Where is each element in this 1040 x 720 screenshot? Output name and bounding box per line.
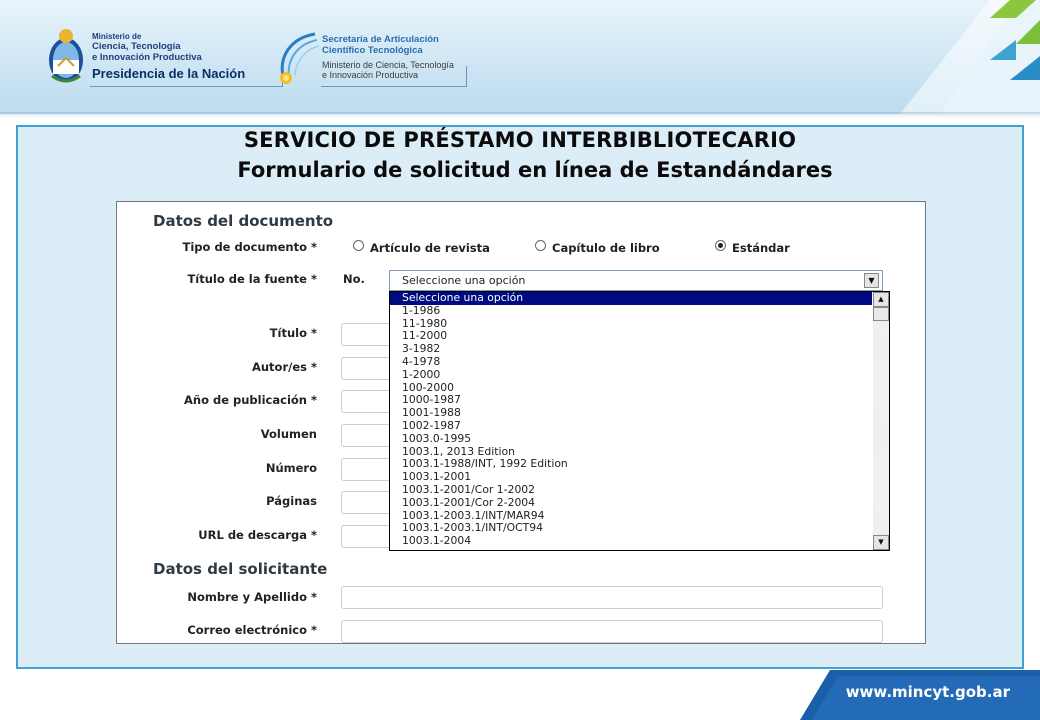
dropdown-option[interactable]: 100-2000 <box>402 380 454 394</box>
argentina-seal-icon <box>46 26 86 86</box>
radio-estandar[interactable] <box>715 240 790 255</box>
header-banner <box>0 0 1040 114</box>
logo-line: Científico Tecnológica <box>322 45 423 56</box>
dropdown-list[interactable] <box>389 291 890 551</box>
no-label: No. <box>343 272 365 286</box>
radio-capitulo[interactable] <box>535 240 660 255</box>
header-shadow <box>0 112 1040 118</box>
dropdown-arrow-icon[interactable]: ▼ <box>864 273 879 288</box>
titulo-label: Título * <box>269 326 317 340</box>
radio-circle-icon <box>535 240 546 251</box>
correo-label: Correo electrónico * <box>187 623 317 637</box>
ministerio-logo <box>46 26 246 92</box>
dropdown-option[interactable]: Seleccione una opción <box>390 292 872 305</box>
numero-label: Número <box>265 461 317 475</box>
section-heading-solicitante: Datos del solicitante <box>153 560 328 578</box>
correo-input[interactable] <box>341 620 883 643</box>
logo-line: Ministerio de <box>92 32 142 41</box>
secretaria-logo <box>275 30 475 92</box>
url-label: URL de descarga * <box>198 528 317 542</box>
logo-line: Presidencia de la Nación <box>92 66 246 81</box>
logo-underline <box>90 86 282 87</box>
dropdown-option[interactable]: 1003.1-2003.1/INT/MAR94 <box>402 508 545 522</box>
dropdown-option[interactable]: 11-2000 <box>402 329 448 343</box>
page-title: SERVICIO DE PRÉSTAMO INTERBIBLIOTECARIO <box>243 128 797 152</box>
logo-line: Secretaría de Articulación <box>322 34 439 45</box>
radio-label: Estándar <box>732 241 790 255</box>
dropdown-option[interactable]: 1003.1, 2013 Edition <box>402 444 515 458</box>
dropdown-option[interactable]: 1003.1-2004 <box>402 534 472 548</box>
section-heading-documento: Datos del documento <box>153 212 334 230</box>
volumen-label: Volumen <box>260 427 317 441</box>
dropdown-scrollbar[interactable] <box>873 292 889 550</box>
dropdown-option[interactable]: 1003.0-1995 <box>402 431 472 445</box>
radio-articulo[interactable] <box>353 240 490 255</box>
form-panel <box>116 201 926 644</box>
standard-select[interactable] <box>389 270 883 291</box>
logo-divider <box>466 66 467 87</box>
logo-line: e Innovación Productiva <box>322 70 419 80</box>
logo-underline <box>321 86 467 87</box>
swirl-logo-icon <box>275 30 321 86</box>
dropdown-option[interactable]: 4-1978 <box>402 354 441 368</box>
dropdown-option[interactable]: 1002-1987 <box>402 418 461 432</box>
radio-checked-icon <box>715 240 726 251</box>
anio-label: Año de publicación * <box>183 393 317 407</box>
dropdown-option[interactable]: 1003.1-2001 <box>402 470 472 484</box>
dropdown-option[interactable]: 1-2000 <box>402 367 441 381</box>
radio-label: Artículo de revista <box>370 241 490 255</box>
select-value: Seleccione una opción <box>402 274 526 287</box>
dropdown-option[interactable]: 1003.1-2001/Cor 1-2002 <box>402 482 536 496</box>
dropdown-option[interactable]: 1003.1-1988/INT, 1992 Edition <box>402 457 568 471</box>
titulo-fuente-label: Título de la fuente * <box>187 272 317 286</box>
tipo-documento-label: Tipo de documento * <box>182 240 317 254</box>
logo-line: Ministerio de Ciencia, Tecnología <box>322 60 454 70</box>
scroll-thumb[interactable] <box>873 307 889 321</box>
dropdown-option[interactable]: 1003.1-2003.1/INT/OCT94 <box>402 521 543 535</box>
autores-label: Autor/es * <box>251 360 317 374</box>
logo-line: Ciencia, Tecnología <box>92 41 181 52</box>
dropdown-option[interactable]: 1000-1987 <box>402 393 461 407</box>
page-subtitle: Formulario de solicitud en línea de Estandándares <box>237 158 833 182</box>
dropdown-options <box>390 292 872 548</box>
paginas-label: Páginas <box>266 494 317 508</box>
dropdown-option[interactable]: 1001-1988 <box>402 406 461 420</box>
radio-label: Capítulo de libro <box>552 241 660 255</box>
scroll-down-icon[interactable]: ▼ <box>873 535 889 550</box>
dropdown-option[interactable]: 1003.1-2001/Cor 2-2004 <box>402 495 536 509</box>
dropdown-option[interactable]: 11-1980 <box>402 316 448 330</box>
footer-url[interactable]: www.mincyt.gob.ar <box>845 683 1010 701</box>
logo-line: e Innovación Productiva <box>92 52 202 63</box>
dropdown-option[interactable]: 3-1982 <box>402 342 441 356</box>
dropdown-option[interactable]: 1-1986 <box>402 303 441 317</box>
nombre-label: Nombre y Apellido * <box>187 590 317 604</box>
scroll-up-icon[interactable]: ▲ <box>873 292 889 307</box>
header-decoration <box>840 0 1040 114</box>
nombre-input[interactable] <box>341 586 883 609</box>
radio-circle-icon <box>353 240 364 251</box>
